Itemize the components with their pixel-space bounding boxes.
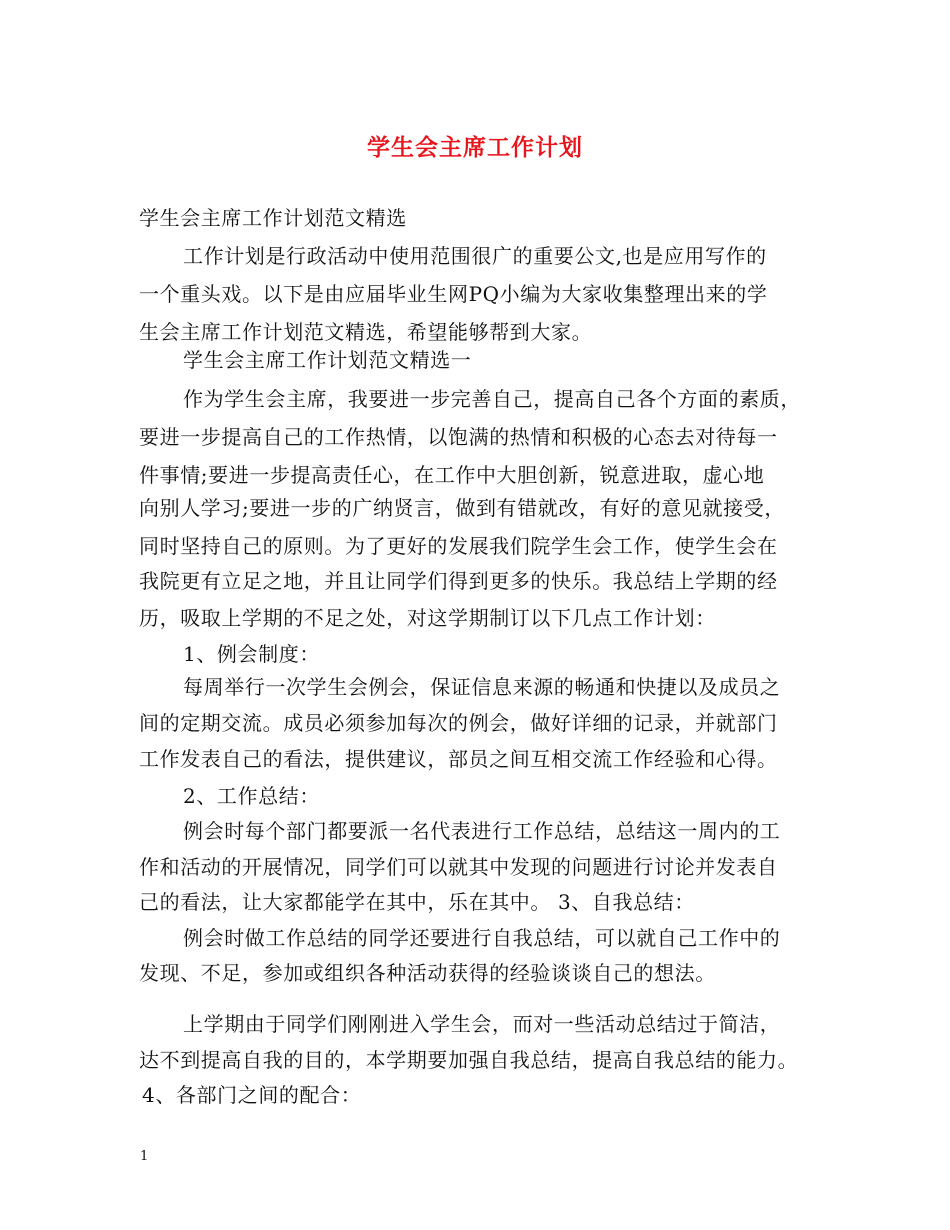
paragraph-line: 件事情;要进一步提高责任心，在工作中大胆创新，锐意进取，虚心地 xyxy=(139,463,765,487)
paragraph-line: 达不到提高自我的目的，本学期要加强自我总结，提高自我总结的能力。 xyxy=(139,1048,799,1072)
paragraph-line: 同时坚持自己的原则。为了更好的发展我们院学生会工作，使学生会在 xyxy=(139,534,778,558)
paragraph-line: 发现、不足，参加或组织各种活动获得的经验谈谈自己的想法。 xyxy=(139,961,716,985)
paragraph-line: 上学期由于同学们刚刚进入学生会，而对一些活动总结过于简洁， xyxy=(183,1012,781,1036)
paragraph-line: 1、例会制度： xyxy=(183,642,320,666)
paragraph-line: 每周举行一次学生会例会，保证信息来源的畅通和快捷以及成员之 xyxy=(183,675,781,699)
paragraph-line: 历，吸取上学期的不足之处，对这学期制订以下几点工作计划： xyxy=(139,606,716,630)
paragraph-line: 2、工作总结： xyxy=(183,784,320,808)
paragraph-line: 我院更有立足之地，并且让同学们得到更多的快乐。我总结上学期的经 xyxy=(139,569,778,593)
paragraph-line: 工作计划是行政活动中使用范围很广的重要公文,也是应用写作的 xyxy=(183,244,767,268)
paragraph-line: 4、各部门之间的配合： xyxy=(142,1083,362,1107)
paragraph-line: 间的定期交流。成员必须参加每次的例会，做好详细的记录，并就部门 xyxy=(139,711,778,735)
paragraph-line: 学生会主席工作计划范文精选 xyxy=(139,206,407,230)
paragraph-line: 生会主席工作计划范文精选，希望能够帮到大家。 xyxy=(139,320,593,344)
paragraph-line: 工作发表自己的看法，提供建议，部员之间互相交流工作经验和心得。 xyxy=(139,747,778,771)
paragraph-line: 一个重头戏。以下是由应届毕业生网PQ小编为大家收集整理出来的学 xyxy=(139,282,768,306)
paragraph-line: 例会时每个部门都要派一名代表进行工作总结，总结这一周内的工 xyxy=(183,819,781,843)
paragraph-line: 作为学生会主席，我要进一步完善自己，提高自己各个方面的素质， xyxy=(183,387,801,411)
paragraph-line: 例会时做工作总结的同学还要进行自我总结，可以就自己工作中的 xyxy=(183,926,781,950)
document-title: 学生会主席工作计划 xyxy=(367,134,583,161)
paragraph-line: 向别人学习;要进一步的广纳贤言，做到有错就改，有好的意见就接受， xyxy=(139,496,785,520)
paragraph-line: 己的看法，让大家都能学在其中，乐在其中。 3、自我总结： xyxy=(139,890,695,914)
page-number: 1 xyxy=(140,1149,149,1164)
paragraph-line: 要进一步提高自己的工作热情，以饱满的热情和积极的心态去对待每一 xyxy=(139,425,778,449)
paragraph-line: 作和活动的开展情况，同学们可以就其中发现的问题进行讨论并发表自 xyxy=(139,855,778,879)
paragraph-line: 学生会主席工作计划范文精选一 xyxy=(183,348,472,372)
